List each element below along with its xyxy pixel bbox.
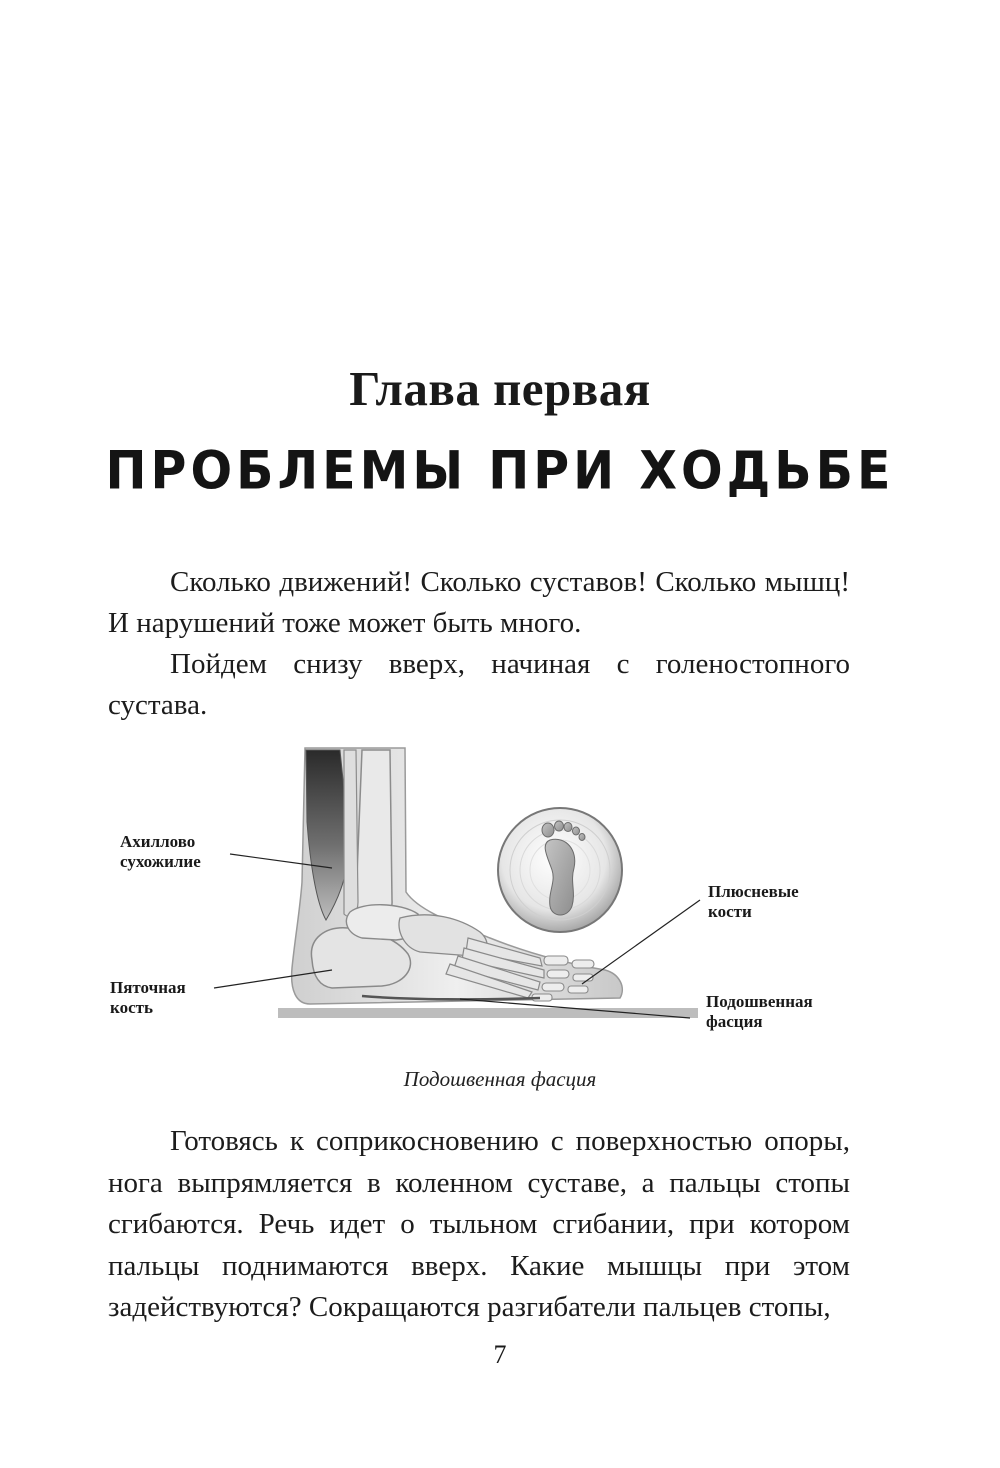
paragraph-2-text: Пойдем снизу вверх, начиная с голеностопного сустава. [108, 648, 850, 721]
label-achilles [120, 832, 201, 872]
chapter-title: ПРОБЛЕМЫ ПРИ ХОДЬБЕ [105, 439, 895, 502]
tibia-bone [355, 750, 392, 926]
paragraph-3 [108, 1121, 850, 1329]
fibula-bone [344, 750, 358, 916]
page-number: 7 [493, 1340, 507, 1369]
label-heel-line2: кость [110, 998, 153, 1017]
label-metatarsal [708, 882, 799, 922]
label-heel [110, 978, 186, 1018]
paragraph-1-text: Сколько движений! Сколько суставов! Сколько мышц! И нарушений тоже может быть много. [108, 566, 850, 639]
foot-anatomy-figure [100, 742, 860, 1042]
paragraph-2 [108, 644, 850, 726]
label-fascia [706, 992, 813, 1032]
label-achilles-line1: Ахиллово [120, 832, 196, 851]
label-heel-line1: Пяточная [110, 978, 186, 997]
label-fascia-line1: Подошвенная [706, 992, 813, 1011]
label-metatarsal-line2: кости [708, 902, 752, 921]
label-achilles-line2: сухожилие [120, 852, 201, 871]
paragraph-1 [108, 562, 850, 644]
label-fascia-line2: фасция [706, 1012, 763, 1031]
paragraph-3-text: Готовясь к соприкосновению с поверхностью опоры, нога выпрямляется в коленном суставе, а пальцы стопы сгибаются. Речь идет о тыльном сгибании, при котором пальцы поднимаются вверх. Какие мышцы при этом задействуются? Сокращаются разгибатели пальцев стопы, [108, 1125, 850, 1323]
figure-caption: Подошвенная фасция [403, 1067, 597, 1091]
label-metatarsal-line1: Плюсневые [708, 882, 799, 901]
chapter-label: Глава первая [349, 361, 651, 416]
